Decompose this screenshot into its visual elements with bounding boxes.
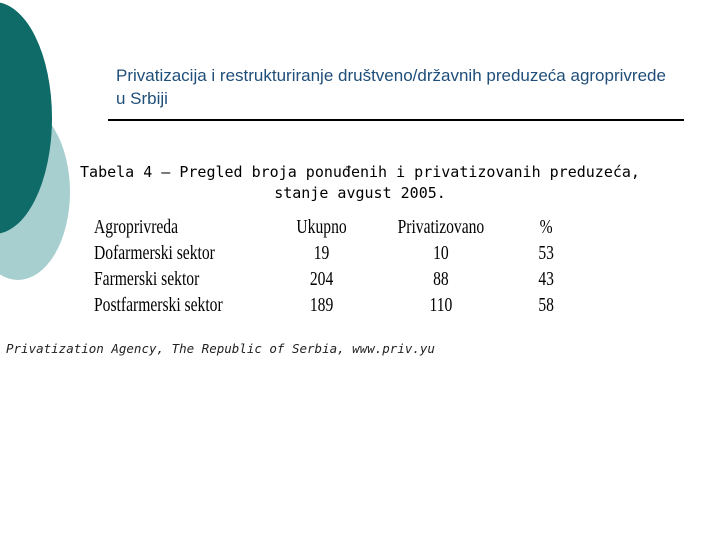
cell-privatizovano: 10 <box>433 242 449 264</box>
table-header-row <box>94 214 582 240</box>
cell-ukupno: 189 <box>309 294 334 316</box>
header-ukupno: Ukupno <box>296 216 347 238</box>
title-divider <box>108 119 684 121</box>
row-label: Postfarmerski sektor <box>94 294 223 316</box>
cell-privatizovano: 88 <box>433 268 449 290</box>
row-label: Dofarmerski sektor <box>94 242 215 264</box>
cell-percent: 53 <box>538 242 554 264</box>
table-row <box>94 266 582 292</box>
privatization-table <box>94 214 582 318</box>
table-row <box>94 292 582 318</box>
header-agroprivreda: Agroprivreda <box>94 216 179 238</box>
table-row <box>94 240 582 266</box>
source-note: Privatization Agency, The Republic of Serbia, www.priv.yu <box>6 341 435 356</box>
cell-percent: 58 <box>538 294 554 316</box>
header-privatizovano: Privatizovano <box>397 216 485 238</box>
cell-ukupno: 19 <box>313 242 330 264</box>
header-percent: % <box>539 216 553 238</box>
row-label: Farmerski sektor <box>94 268 200 290</box>
caption-line-2: stanje avgust 2005. <box>274 184 446 202</box>
cell-percent: 43 <box>538 268 554 290</box>
caption-line-1: Tabela 4 – Pregled broja ponuđenih i privatizovanih preduzeća, <box>80 163 640 181</box>
cell-ukupno: 204 <box>309 268 334 290</box>
slide-title: Privatizacija i restrukturiranje društveno/državnih preduzeća agroprivrede u Srbiji <box>116 66 666 108</box>
table-caption <box>50 162 670 204</box>
cell-privatizovano: 110 <box>429 294 453 316</box>
